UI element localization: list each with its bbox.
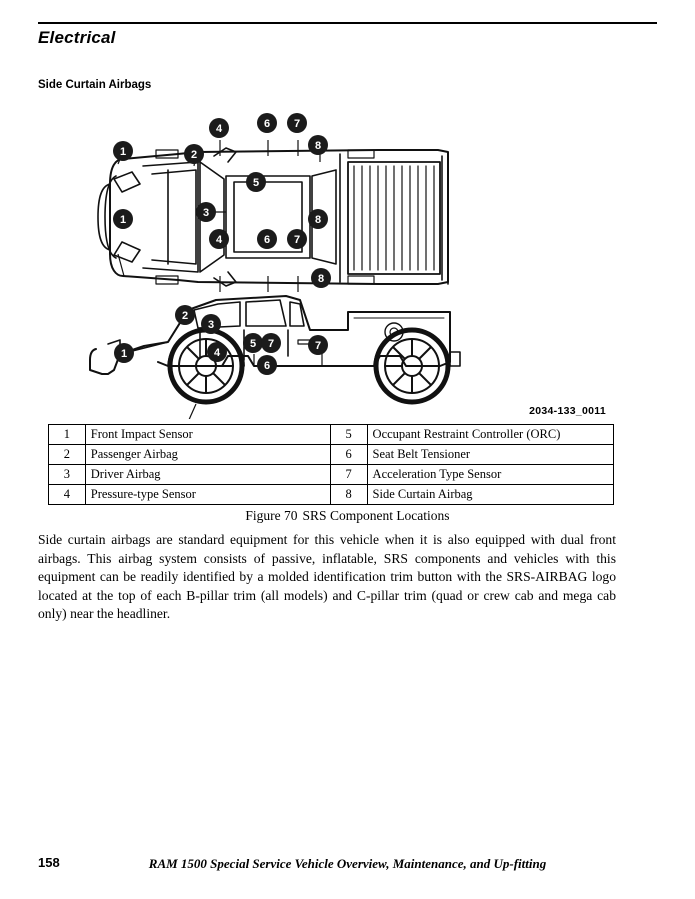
legend-right-label: Occupant Restraint Controller (ORC)	[367, 425, 613, 445]
callout-4-top-2	[209, 229, 229, 249]
svg-text:1: 1	[119, 146, 127, 158]
svg-text:8: 8	[314, 140, 322, 152]
legend-right-label: Acceleration Type Sensor	[367, 465, 613, 485]
legend-left-label: Passenger Airbag	[85, 445, 330, 465]
callout-1-top	[113, 141, 133, 161]
legend-right-number: 7	[330, 465, 367, 485]
legend-left-label: Driver Airbag	[85, 465, 330, 485]
svg-text:3: 3	[202, 207, 210, 219]
legend-right-number: 6	[330, 445, 367, 465]
svg-text:5: 5	[249, 338, 257, 350]
svg-text:2: 2	[181, 310, 189, 322]
table-row	[49, 465, 614, 485]
legend-left-label: Front Impact Sensor	[85, 425, 330, 445]
legend-right-number: 5	[330, 425, 367, 445]
callout-1-side	[114, 343, 134, 363]
svg-text:7: 7	[293, 118, 301, 130]
section-heading: Side Curtain Airbags	[38, 79, 152, 91]
figure-caption	[0, 508, 695, 524]
callout-3-top	[196, 202, 216, 222]
callout-1-top-2	[113, 209, 133, 229]
legend-right-label: Seat Belt Tensioner	[367, 445, 613, 465]
callout-5-side	[243, 333, 263, 353]
callout-7-top	[287, 113, 307, 133]
figure-legend-table	[48, 424, 614, 505]
svg-text:8: 8	[317, 273, 325, 285]
callout-7-top-2	[287, 229, 307, 249]
figure-code: 2034-133_0011	[529, 405, 606, 417]
svg-text:5: 5	[252, 177, 260, 189]
figure-illustration	[48, 104, 614, 419]
table-row	[49, 425, 614, 445]
callout-7-side-2	[308, 335, 328, 355]
svg-text:3: 3	[207, 319, 215, 331]
table-row	[49, 445, 614, 465]
svg-text:8: 8	[314, 214, 322, 226]
callout-6-top-2	[257, 229, 277, 249]
callout-7-side	[261, 333, 281, 353]
callout-3-side	[201, 314, 221, 334]
table-row	[49, 485, 614, 505]
svg-text:7: 7	[314, 340, 322, 352]
chapter-title: Electrical	[38, 28, 116, 47]
callout-8-side	[311, 268, 331, 288]
svg-text:4: 4	[215, 234, 223, 246]
page-number: 158	[38, 855, 60, 870]
svg-text:4: 4	[215, 123, 223, 135]
callout-2-side	[175, 305, 195, 325]
svg-text:7: 7	[293, 234, 301, 246]
svg-text:4: 4	[213, 347, 221, 359]
callout-6-top	[257, 113, 277, 133]
figure-srs-component-locations	[48, 104, 614, 419]
callout-4-side	[207, 342, 227, 362]
callout-4-top	[209, 118, 229, 138]
svg-text:6: 6	[263, 118, 271, 130]
header-rule	[38, 22, 657, 24]
callout-5-top	[246, 172, 266, 192]
legend-left-number: 2	[49, 445, 86, 465]
callout-2-top	[184, 144, 204, 164]
callout-8-top-2	[308, 209, 328, 229]
legend-right-label: Side Curtain Airbag	[367, 485, 613, 505]
svg-text:1: 1	[120, 348, 128, 360]
legend-left-label: Pressure-type Sensor	[85, 485, 330, 505]
legend-right-number: 8	[330, 485, 367, 505]
body-paragraph: Side curtain airbags are standard equipment for this vehicle when it is also equipped with dual front airbags. This airbag system consists of passive, inflatable, SRS components and vehicles with this equipment can be readily identified by a molded identification trim button with the SRS-AIRBAG logo located at the top of each B-pillar trim (all models) and C-pillar trim (quad or crew cab and mega cab only) near the headliner.	[38, 532, 616, 622]
svg-text:6: 6	[263, 360, 271, 372]
legend-left-number: 4	[49, 485, 86, 505]
figure-caption-number: Figure 70	[245, 508, 298, 523]
footer-title: RAM 1500 Special Service Vehicle Overview, Maintenance, and Up-fitting	[148, 856, 547, 871]
legend-left-number: 3	[49, 465, 86, 485]
svg-text:1: 1	[119, 214, 127, 226]
svg-text:2: 2	[190, 149, 198, 161]
legend-left-number: 1	[49, 425, 86, 445]
callout-8-top	[308, 135, 328, 155]
callout-6-side	[257, 355, 277, 375]
svg-text:6: 6	[263, 234, 271, 246]
svg-text:7: 7	[267, 338, 275, 350]
figure-caption-text: SRS Component Locations	[302, 508, 450, 523]
